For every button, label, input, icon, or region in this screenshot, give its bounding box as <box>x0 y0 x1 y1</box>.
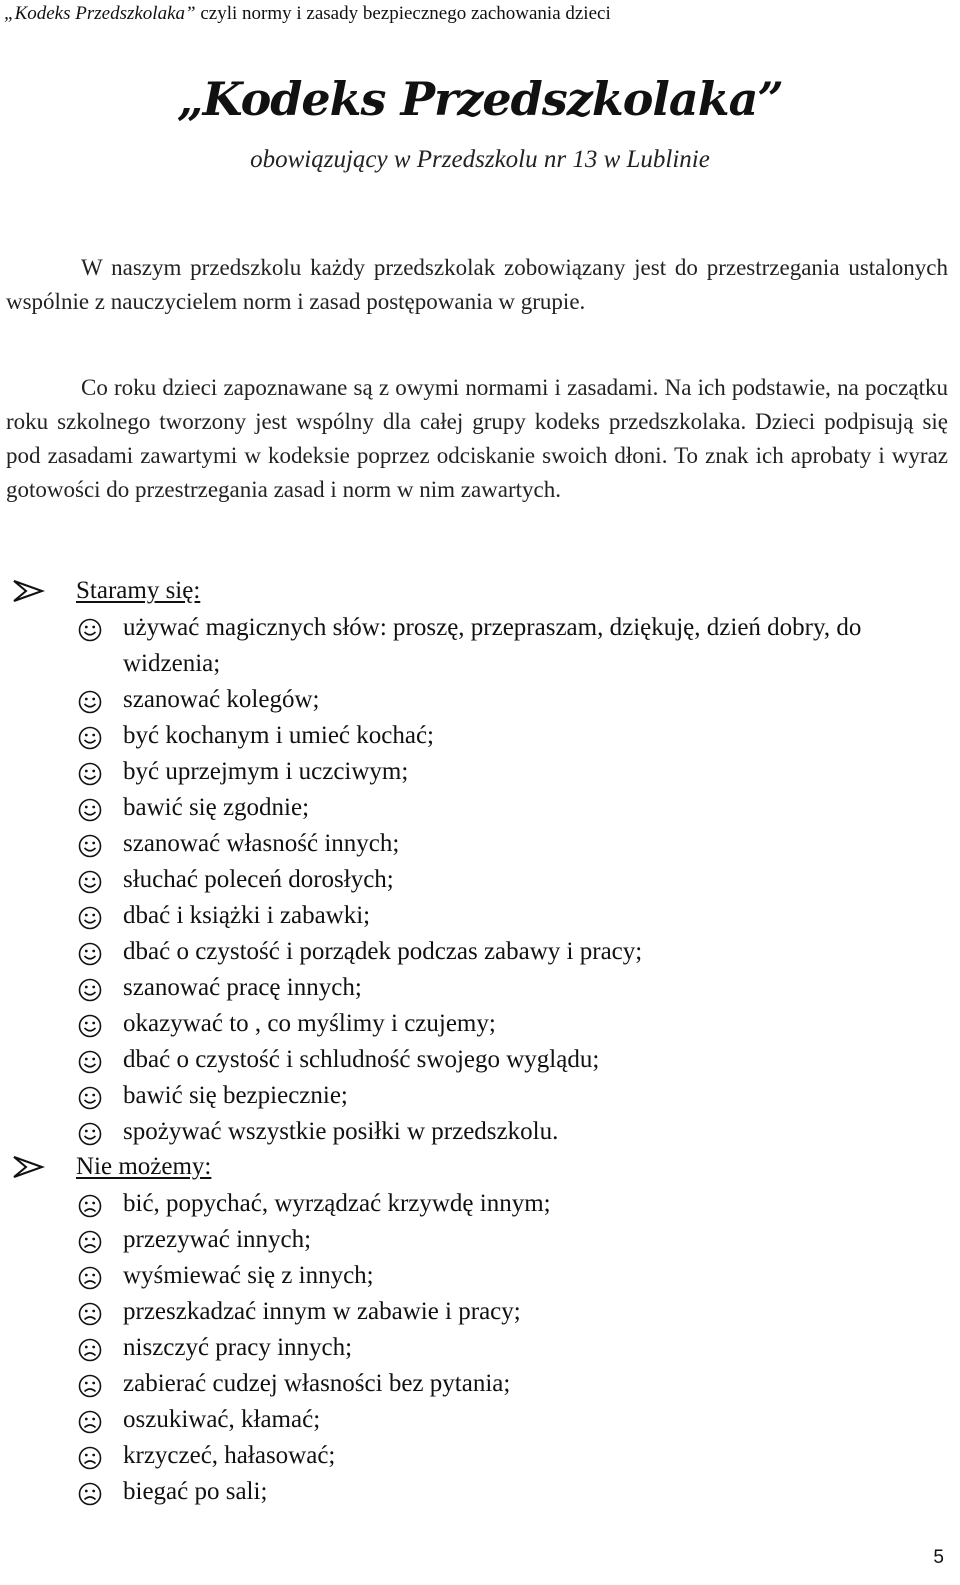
list-item-text: bawić się bezpiecznie; <box>123 1082 348 1109</box>
smiley-face-icon <box>78 1121 102 1145</box>
sad-face-icon <box>78 1481 102 1505</box>
intro-paragraph-1: W naszym przedszkolu każdy przedszkolak zobowiązany jest do przestrzegania ustalonych wspólnie z nauczycielem norm i zasad postępowania w grupie. <box>6 255 948 314</box>
list-item-text: krzyczeć, hałasować; <box>123 1442 336 1469</box>
list-item <box>78 1186 958 1222</box>
list-item <box>78 862 958 898</box>
list-item <box>78 826 958 862</box>
arrow-bullet-icon <box>12 1154 48 1180</box>
smiley-face-icon <box>78 761 102 785</box>
list-item-text: szanować kolegów; <box>123 686 320 713</box>
list-item <box>78 1402 958 1438</box>
list-item-text: oszukiwać, kłamać; <box>123 1406 321 1433</box>
list-item-text: dbać o czystość i schludność swojego wyglądu; <box>123 1046 600 1073</box>
arrow-bullet-icon <box>12 578 48 604</box>
list-item <box>78 1474 958 1510</box>
list-item <box>78 754 958 790</box>
list-item <box>78 1006 958 1042</box>
list-item-text: używać magicznych słów: proszę, przepraszam, dziękuję, dzień dobry, do widzenia; <box>123 614 862 677</box>
smiley-face-icon <box>78 833 102 857</box>
list-item <box>78 610 958 682</box>
smiley-face-icon <box>78 905 102 929</box>
smiley-face-icon <box>78 1049 102 1073</box>
list-item-text: bić, popychać, wyrządzać krzywdę innym; <box>123 1190 551 1217</box>
sad-face-icon <box>78 1301 102 1325</box>
donts-heading <box>12 1150 211 1184</box>
list-item <box>78 790 958 826</box>
sad-face-icon <box>78 1265 102 1289</box>
sad-face-icon <box>78 1337 102 1361</box>
dos-list <box>78 610 958 1150</box>
list-item-text: zabierać cudzej własności bez pytania; <box>123 1370 511 1397</box>
list-item <box>78 970 958 1006</box>
list-item-text: szanować pracę innych; <box>123 974 362 1001</box>
smiley-face-icon <box>78 797 102 821</box>
document-subtitle: obowiązujący w Przedszkolu nr 13 w Lublinie <box>250 146 710 173</box>
smiley-face-icon <box>78 869 102 893</box>
smiley-face-icon <box>78 977 102 1001</box>
list-item <box>78 1438 958 1474</box>
sad-face-icon <box>78 1193 102 1217</box>
page-number: 5 <box>933 1547 944 1568</box>
dos-heading <box>12 574 200 608</box>
sad-face-icon <box>78 1229 102 1253</box>
list-item-text: dbać o czystość i porządek podczas zabawy i pracy; <box>123 938 643 965</box>
smiley-face-icon <box>78 1085 102 1109</box>
smiley-face-icon <box>78 1013 102 1037</box>
list-item <box>78 1222 958 1258</box>
list-item <box>78 682 958 718</box>
list-item-text: słuchać poleceń dorosłych; <box>123 866 394 893</box>
smiley-face-icon <box>78 689 102 713</box>
list-item <box>78 1366 958 1402</box>
list-item-text: wyśmiewać się z innych; <box>123 1262 374 1289</box>
list-item-text: spożywać wszystkie posiłki w przedszkolu. <box>123 1118 559 1145</box>
list-item <box>78 1114 958 1150</box>
list-item <box>78 1330 958 1366</box>
list-item-text: być uprzejmym i uczciwym; <box>123 758 409 785</box>
list-item-text: okazywać to , co myślimy i czujemy; <box>123 1010 496 1037</box>
running-header-rest: czyli normy i zasady bezpiecznego zachowania dzieci <box>195 3 611 24</box>
dos-heading-text: Staramy się: <box>76 577 201 604</box>
sad-face-icon <box>78 1373 102 1397</box>
sad-face-icon <box>78 1409 102 1433</box>
running-header <box>4 2 611 26</box>
sad-face-icon <box>78 1445 102 1469</box>
list-item <box>78 934 958 970</box>
list-item-text: dbać i książki i zabawki; <box>123 902 371 929</box>
running-header-title: „Kodeks Przedszkolaka” <box>4 3 196 24</box>
intro-paragraph-2: Co roku dzieci zapoznawane są z owymi normami i zasadami. Na ich podstawie, na początku roku szkolnego tworzony jest wspólny dla całej grupy kodeks przedszkolaka. Dzieci podpisują się pod zasadami zawartymi w kodeksie poprzez odciskanie swoich dłoni. To znak ich aprobaty i wyraz gotowości do przestrzegania zasad i norm w nim zawartych. <box>6 375 948 502</box>
document-title: „Kodeks Przedszkolaka” <box>177 72 783 126</box>
list-item-text: przeszkadzać innym w zabawie i pracy; <box>123 1298 521 1325</box>
list-item <box>78 1078 958 1114</box>
smiley-face-icon <box>78 725 102 749</box>
list-item-text: przezywać innych; <box>123 1226 312 1253</box>
smiley-face-icon <box>78 617 102 641</box>
list-item <box>78 1258 958 1294</box>
list-item-text: bawić się zgodnie; <box>123 794 310 821</box>
list-item-text: szanować własność innych; <box>123 830 400 857</box>
donts-heading-text: Nie możemy: <box>76 1153 212 1180</box>
list-item <box>78 898 958 934</box>
list-item-text: biegać po sali; <box>123 1478 268 1505</box>
donts-list <box>78 1186 958 1510</box>
smiley-face-icon <box>78 941 102 965</box>
list-item <box>78 1042 958 1078</box>
list-item-text: niszczyć pracy innych; <box>123 1334 353 1361</box>
list-item <box>78 1294 958 1330</box>
list-item <box>78 718 958 754</box>
list-item-text: być kochanym i umieć kochać; <box>123 722 434 749</box>
